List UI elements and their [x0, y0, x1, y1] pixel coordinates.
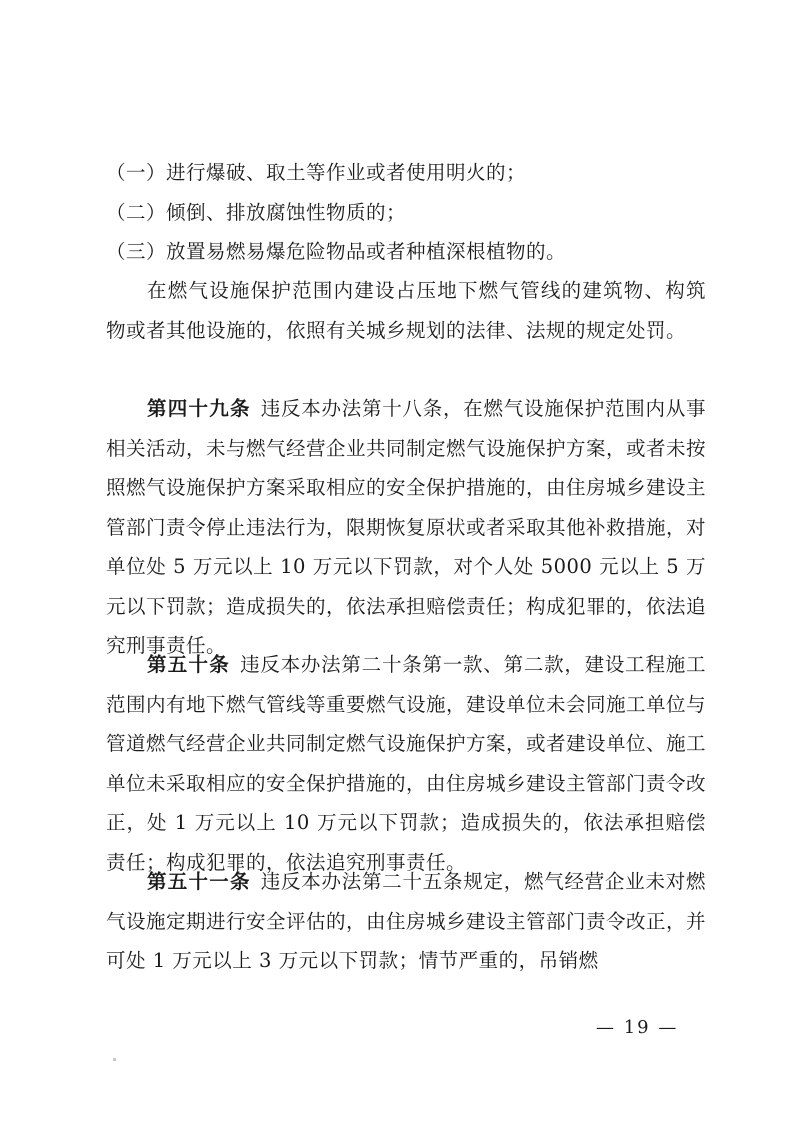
paragraph-construction: 在燃气设施保护范围内建设占压地下燃气管线的建筑物、构筑物或者其他设施的，依照有关城乡规划的法律、法规的规定处罚。 — [106, 279, 706, 342]
article-heading: 第五十一条 — [147, 870, 251, 893]
article-heading: 第五十条 — [147, 653, 231, 676]
article-body: 违反本办法第二十条第一款、第二款，建设工程施工范围内有地下燃气管线等重要燃气设施，建设单位未会同施工单位与管道燃气经营企业共同制定燃气设施保护方案，或者建设单位、施工单位未采取相应的安全保护措施的，由住房城乡建设主管部门责令改正，处 1 万元以上 10 万元以下罚款；造成损失的，依法承担赔偿责任；构成犯罪的，依法追究刑事责任。 — [106, 653, 707, 874]
article-heading: 第四十九条 — [147, 397, 251, 420]
list-item-1: （一）进行爆破、取土等作业或者使用明火的； — [106, 161, 527, 184]
article-50 — [106, 645, 706, 882]
article-49 — [106, 389, 706, 666]
page-number: — 19 — — [596, 1017, 679, 1038]
scan-mark — [113, 1058, 116, 1061]
list-item-2: （二）倾倒、排放腐蚀性物质的； — [106, 201, 407, 224]
list-item-3: （三）放置易燃易爆危险物品或者种植深根植物的。 — [106, 240, 567, 263]
article-51 — [106, 862, 706, 981]
article-body: 违反本办法第二十五条规定，燃气经营企业未对燃气设施定期进行安全评估的，由住房城乡建设主管部门责令改正，并可处 1 万元以上 3 万元以下罚款；情节严重的，吊销燃 — [106, 870, 707, 972]
article-body: 违反本办法第十八条，在燃气设施保护范围内从事相关活动，未与燃气经营企业共同制定燃气设施保护方案，或者未按照燃气设施保护方案采取相应的安全保护措施的，由住房城乡建设主管部门责令停止违法行为，限期恢复原状或者采取其他补救措施，对单位处 5 万元以上 10 万元以下罚款，对个人处 5000 元以上 5 万元以下罚款；造成损失的，依法承担赔偿责任；构成犯罪的，依法追究刑事责任。 — [106, 397, 707, 657]
